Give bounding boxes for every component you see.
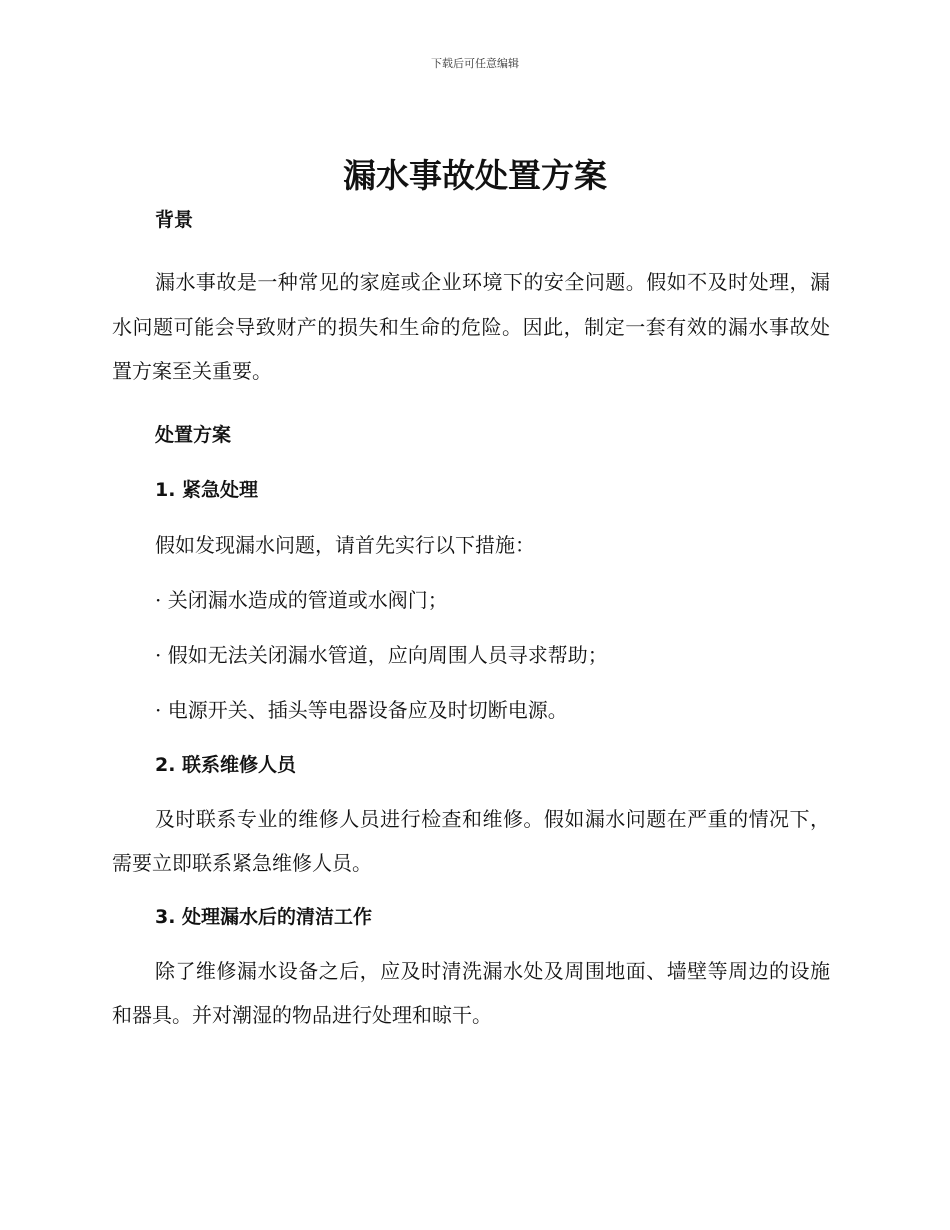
background-paragraph: 漏水事故是一种常见的家庭或企业环境下的安全问题。假如不及时处理，漏水问题可能会导致财产的损失和生命的危险。因此，制定一套有效的漏水事故处置方案至关重要。: [112, 270, 830, 383]
background-heading: 背景: [155, 209, 194, 231]
step1-intro: 假如发现漏水问题，请首先实行以下措施：: [155, 532, 535, 557]
document-title: 漏水事故处置方案: [343, 156, 607, 195]
plan-heading: 处置方案: [155, 423, 232, 446]
step1-bullet: · 假如无法关闭漏水管道，应向周围人员寻求帮助；: [155, 642, 608, 667]
step2-heading: 2. 联系维修人员: [155, 753, 297, 776]
header-note: 下载后可任意编辑: [431, 57, 519, 70]
step1-heading: 1. 紧急处理: [155, 478, 259, 501]
step1-bullet: · 电源开关、插头等电器设备应及时切断电源。: [155, 697, 568, 722]
step1-bullet: · 关闭漏水造成的管道或水阀门；: [155, 587, 448, 612]
document-body: [112, 205, 830, 1038]
step3-paragraph: 除了维修漏水设备之后，应及时清洗漏水处及周围地面、墙壁等周边的设施和器具。并对潮湿的物品进行处理和晾干。: [112, 958, 830, 1027]
step3-heading: 3. 处理漏水后的清洁工作: [155, 905, 373, 928]
step2-paragraph: 及时联系专业的维修人员进行检查和维修。假如漏水问题在严重的情况下，需要立即联系紧急维修人员。: [112, 806, 830, 875]
